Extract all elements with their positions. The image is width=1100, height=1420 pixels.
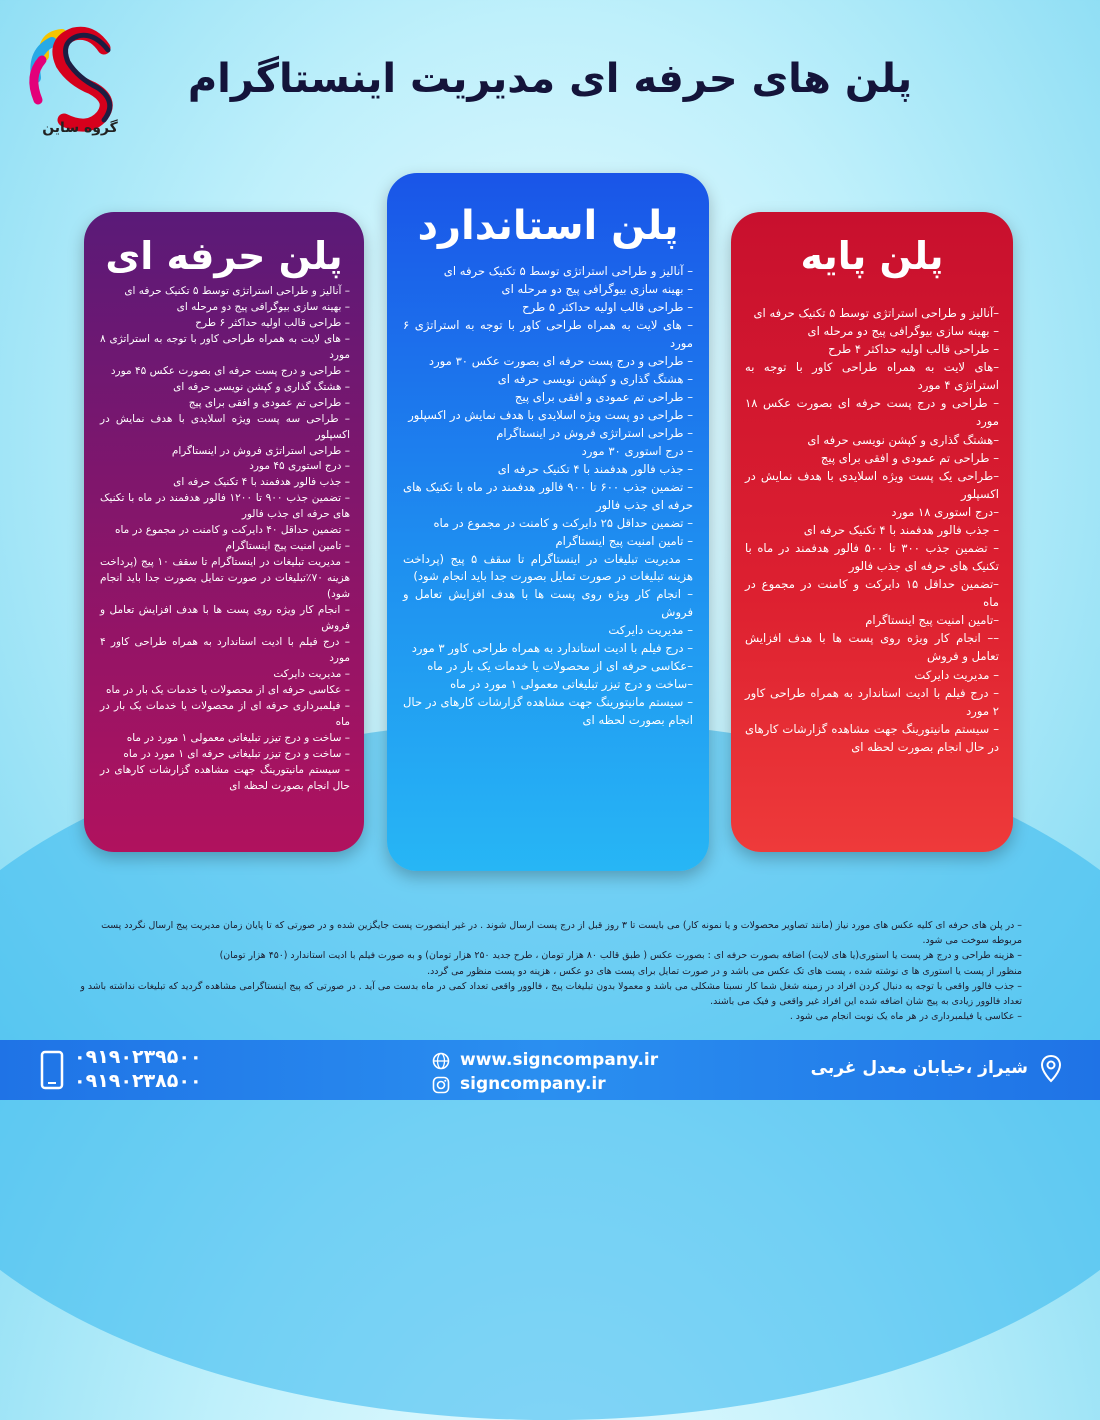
mobile-phone-icon (40, 1050, 64, 1090)
feature-item: –آنالیز و طراحی استراتژی توسط ۵ تکنیک حرفه ای (753, 306, 999, 320)
location-pin-icon (1040, 1054, 1062, 1084)
address-text: شیراز ،خیابان معدل غربی (810, 1058, 1028, 1078)
feature-item: – درج فیلم با ادیت استاندارد به همراه طراحی کاور ۲ مورد (745, 685, 999, 718)
instagram-handle[interactable]: signcompany.ir (460, 1074, 606, 1094)
feature-item: – طراحی و درج پست حرفه ای بصورت عکس ۴۵ مورد (110, 364, 350, 377)
feature-item: – تضمین جذب ۳۰۰ تا ۵۰۰ فالور هدفمند در ماه با تکنیک های حرفه ای جذب فالور (745, 541, 999, 574)
plan-card-standard (387, 173, 709, 871)
feature-item: –تضمین حداقل ۱۵ دایرکت و کامنت در مجموع در ماه (745, 577, 999, 610)
plan-title-standard: پلن استاندارد (417, 203, 679, 249)
feature-item: – تامین امنیت پیج اینستاگرام (225, 540, 350, 553)
feature-item: – آنالیز و طراحی استراتژی توسط ۵ تکنیک حرفه ای (124, 285, 350, 297)
feature-item: – سیستم مانیتورینگ جهت مشاهده گزارشات کارهای در حال انجام بصورت لحظه ای (745, 721, 999, 754)
feature-item: – طراحی قالب اولیه حداکثر ۵ طرح (522, 299, 693, 314)
note-item: – عکاسی یا فیلمبرداری در هر ماه یک نوبت انجام می شود . (789, 1011, 1022, 1023)
feature-list-standard (403, 263, 693, 730)
feature-item: – طراحی قالب اولیه حداکثر ۶ طرح (195, 316, 350, 329)
phone-number-2[interactable]: ۰۹۱۹۰۲۳۸۵۰۰ (74, 1070, 202, 1092)
feature-item: – درج فیلم با ادیت استاندارد به همراه طراحی کاور ۴ مورد (100, 635, 350, 664)
note-item: منظور از پست یا استوری ها ی نوشته شده ، پست های تک عکس می باشد و در صورت تمایل برای پست های دو عکس ، هزینه دو پست منظور می گردد. (427, 965, 1022, 977)
logo-caption: گروه ساین (42, 120, 118, 136)
page-title: پلن های حرفه ای مدیریت اینستاگرام (187, 56, 913, 102)
feature-item: – سیستم مانیتورینگ جهت مشاهده گزارشات کارهای در حال انجام بصورت لحظه ای (100, 763, 350, 792)
feature-item: –درج استوری ۱۸ مورد (891, 504, 999, 519)
feature-item: – طراحی و درج پست حرفه ای بصورت عکس ۱۸ مورد (745, 396, 999, 429)
feature-list-base (745, 304, 999, 756)
feature-item: –هشتگ گذاری و کپشن نویسی حرفه ای (807, 432, 999, 447)
plan-title-pro: پلن حرفه ای (105, 234, 343, 278)
feature-item: – های لایت به همراه طراحی کاور با توجه به استراتژی ۶ مورد (403, 317, 693, 350)
note-item: – در پلن های حرفه ای کلیه عکس های مورد نیاز (مانند تصاویر محصولات و یا نمونه کار) می بایست تا ۳ روز قبل از درج پست ارسال شوند . در غیر اینصورت پست جایگزین شده و در صورتی که تا پایان زمان مدیریت پیج ارسال نگردد پست مربوطه سوخت می شود. (101, 920, 1022, 947)
feature-item: – طراحی و درج پست حرفه ای بصورت عکس ۳۰ مورد (428, 353, 693, 368)
note-item: – هزینه طراحی و درج هر پست یا استوری(یا های لایت) اضافه بصورت حرفه ای : بصورت عکس ( طبق قالب ۸۰ هزار تومان ، طرح جدید ۲۵۰ هزار تومان) و به صورت فیلم با ادیت استاندارد (۴۵۰ هزار تومان) (219, 950, 1022, 962)
feature-item: – جذب فالور هدفمند با ۴ تکنیک حرفه ای (497, 461, 693, 476)
terms-notes (78, 918, 1022, 1025)
globe-icon (432, 1052, 450, 1070)
feature-item: – انجام کار ویژه روی پست ها با هدف افزایش تعامل و فروش (403, 587, 693, 620)
feature-item: – درج استوری ۳۰ مورد (581, 443, 693, 458)
feature-item: – جذب فالور هدفمند با ۴ تکنیک حرفه ای (803, 522, 999, 537)
phone-number-1[interactable]: ۰۹۱۹۰۲۳۹۵۰۰ (74, 1046, 202, 1068)
feature-list-pro (100, 284, 350, 795)
plan-card-pro (84, 212, 364, 852)
feature-item: – طراحی تم عمودی و افقی برای پیج (514, 389, 693, 404)
feature-item: – مدیریت دایرکت (273, 667, 350, 680)
note-item: – جذب فالور واقعی با توجه به دنبال کردن افراد در زمینه شغل شما کار نسبتا مشکلی می باشد و معمولا بدون تبلیغات پیج ، فالوور واقعی تعداد کمی در ماه بدست می آید . در صورتی که پیج اینستاگرامی مشاهده گردید که تبلیغات نداشته باشد و تعداد فالوور زیادی به پیج شان اضافه شده این افراد غیر واقعی و فیک می باشند. (80, 980, 1022, 1008)
feature-item: – تضمین حداقل ۲۵ دایرکت و کامنت در مجموع در ماه (433, 515, 693, 530)
feature-item: – بهینه سازی بیوگرافی پیج دو مرحله ای (176, 300, 350, 313)
feature-item: – تضمین جذب ۹۰۰ تا ۱۲۰۰ فالور هدفمند در ماه با تکنیک های حرفه ای جذب فالور (100, 492, 351, 521)
feature-item: – تضمین جذب ۶۰۰ تا ۹۰۰ فالور هدفمند در ماه با تکنیک های حرفه ای جذب فالور (403, 479, 693, 512)
feature-item: – تامین امنیت پیج اینستاگرام (555, 533, 693, 548)
feature-item: – طراحی تم عمودی و افقی برای پیج (188, 396, 350, 409)
feature-item: –ساخت و درج تیزر تبلیغاتی معمولی ۱ مورد در ماه (450, 677, 693, 692)
feature-item: – انجام کار ویژه روی پست ها با هدف افزایش تعامل و فروش (100, 604, 350, 633)
footer-bar (0, 1040, 1100, 1100)
feature-item: – تضمین حداقل ۴۰ دایرکت و کامنت در مجموع در ماه (114, 524, 350, 537)
feature-item: – طراحی استراتژی فروش در اینستاگرام (496, 425, 693, 440)
plan-title-base: پلن پایه (800, 234, 944, 278)
website-link[interactable]: www.signcompany.ir (460, 1050, 659, 1070)
feature-item: – درج استوری ۴۵ مورد (249, 460, 350, 473)
feature-item: – مدیریت دایرکت (608, 623, 693, 638)
plan-card-base (731, 212, 1013, 852)
feature-item: –تامین امنیت پیج اینستاگرام (865, 613, 999, 628)
feature-item: – درج فیلم با ادیت استاندارد به همراه طراحی کاور ۳ مورد (411, 641, 693, 656)
feature-item: – های لایت به همراه طراحی کاور با توجه به استراتژی ۸ مورد (100, 332, 350, 361)
feature-item: – عکاسی حرفه ای از محصولات یا خدمات یک بار در ماه (105, 683, 350, 696)
feature-item: –های لایت به همراه طراحی کاور با توجه به استراتژی ۴ مورد (745, 360, 999, 393)
feature-item: –طراحی یک پست ویژه اسلایدی با هدف نمایش در اکسپلور (745, 468, 999, 501)
feature-item: – بهینه سازی بیوگرافی پیج دو مرحله ای (501, 281, 693, 296)
feature-item: – ساخت و درج تیزر تبلیغاتی حرفه ای ۱ مورد در ماه (123, 747, 350, 760)
feature-item: – طراحی استراتژی فروش در اینستاگرام (171, 444, 350, 457)
feature-item: – مدیریت تبلیغات در اینستاگرام تا سقف ۱۰ پیج (پرداخت هزینه ۷۰٪تبلیغات در صورت تمایل بصورت جدا باید انجام شود) (100, 556, 350, 601)
feature-item: – جذب فالور هدفمند با ۴ تکنیک حرفه ای (173, 476, 350, 489)
feature-item: –عکاسی حرفه ای از محصولات یا خدمات یک بار در ماه (427, 659, 693, 674)
feature-item: – سیستم مانیتورینگ جهت مشاهده گزارشات کارهای در حال انجام بصورت لحظه ای (403, 695, 693, 728)
feature-item: – مدیریت دایرکت (914, 667, 999, 682)
feature-item: – طراحی قالب اولیه حداکثر ۴ طرح (828, 342, 999, 357)
feature-item: – آنالیز و طراحی استراتژی توسط ۵ تکنیک حرفه ای (443, 264, 693, 278)
feature-item: – طراحی دو پست ویژه اسلایدی با هدف نمایش در اکسپلور (408, 407, 693, 422)
feature-item: – ساخت و درج تیزر تبلیغاتی معمولی ۱ مورد در ماه (126, 731, 350, 744)
feature-item: – هشتگ گذاری و کپشن نویسی حرفه ای (173, 380, 350, 393)
feature-item: – طراحی تم عمودی و افقی برای پیج (820, 450, 999, 465)
feature-item: – طراحی سه پست ویژه اسلایدی با هدف نمایش در اکسپلور (100, 412, 350, 441)
feature-item: – مدیریت تبلیغات در اینستاگرام تا سقف ۵ پیج (پرداخت هزینه تبلیغات در صورت تمایل بصورت جدا باید انجام شود) (403, 551, 693, 584)
feature-item: – فیلمبرداری حرفه ای از محصولات یا خدمات یک بار در ماه (100, 699, 350, 728)
instagram-icon (432, 1076, 450, 1094)
feature-item: –– انجام کار ویژه روی پست ها با هدف افزایش تعامل و فروش (745, 631, 999, 664)
feature-item: – هشتگ گذاری و کپشن نویسی حرفه ای (497, 371, 693, 386)
feature-item: – بهینه سازی بیوگرافی پیج دو مرحله ای (807, 324, 999, 339)
